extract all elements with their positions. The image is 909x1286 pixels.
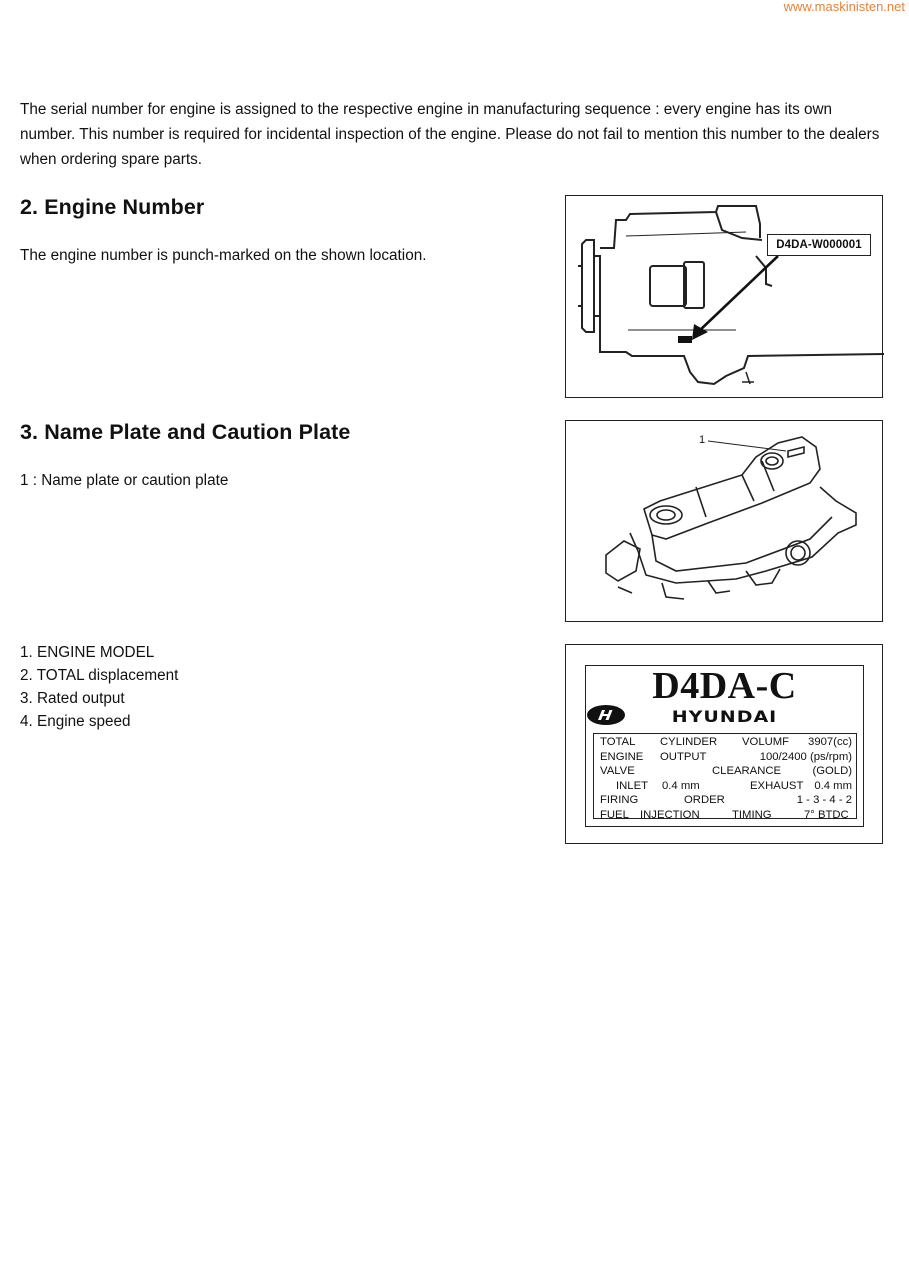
spec-plate-figure	[565, 644, 883, 844]
site-watermark: www.maskinisten.net	[783, 0, 905, 14]
list-item: 1. ENGINE MODEL	[20, 644, 155, 661]
engine-number-description: The engine number is punch-marked on the shown location.	[20, 247, 427, 264]
engine-number-figure	[565, 195, 883, 398]
engine-side-drawing	[566, 196, 884, 399]
table-row: FUEL INJECTION TIMING 7° BTDC	[600, 808, 849, 821]
cylinder-head-drawing	[566, 421, 884, 623]
plate-brand	[586, 704, 863, 730]
list-item: 2. TOTAL displacement	[20, 667, 179, 684]
plate-spec-table	[593, 733, 857, 819]
name-plate-heading: 3. Name Plate and Caution Plate	[20, 420, 351, 444]
engine-name-plate	[585, 665, 864, 827]
name-plate-callout: 1	[699, 434, 706, 446]
list-item: 4. Engine speed	[20, 713, 131, 730]
name-plate-figure	[565, 420, 883, 622]
table-row: ENGINE OUTPUT 100/2400 (ps/rpm)	[600, 750, 852, 763]
table-row: FIRING ORDER 1 - 3 - 4 - 2	[600, 794, 852, 807]
table-row: TOTAL CYLINDER VOLUMF 3907(cc)	[600, 736, 852, 748]
table-row: INLET 0.4 mm EXHAUST 0.4 mm	[616, 779, 852, 792]
plate-brand-text: HYUNDAI	[671, 707, 778, 727]
table-row: VALVE CLEARANCE (GOLD)	[600, 765, 852, 778]
name-plate-description: 1 : Name plate or caution plate	[20, 472, 229, 489]
spec-list	[20, 641, 178, 733]
plate-model: D4DA-C	[652, 665, 797, 707]
hyundai-logo-icon	[586, 704, 626, 726]
list-item: 3. Rated output	[20, 690, 125, 707]
intro-paragraph: The serial number for engine is assigned to the respective engine in manufacturing sequence : every engine has its own number. This number is required for incidental inspection of the engine. Please do not fail to mention this number to the dealers when ordering spare parts.	[20, 101, 880, 168]
engine-number-code: D4DA-W000001	[767, 234, 871, 256]
engine-number-heading: 2. Engine Number	[20, 195, 205, 219]
